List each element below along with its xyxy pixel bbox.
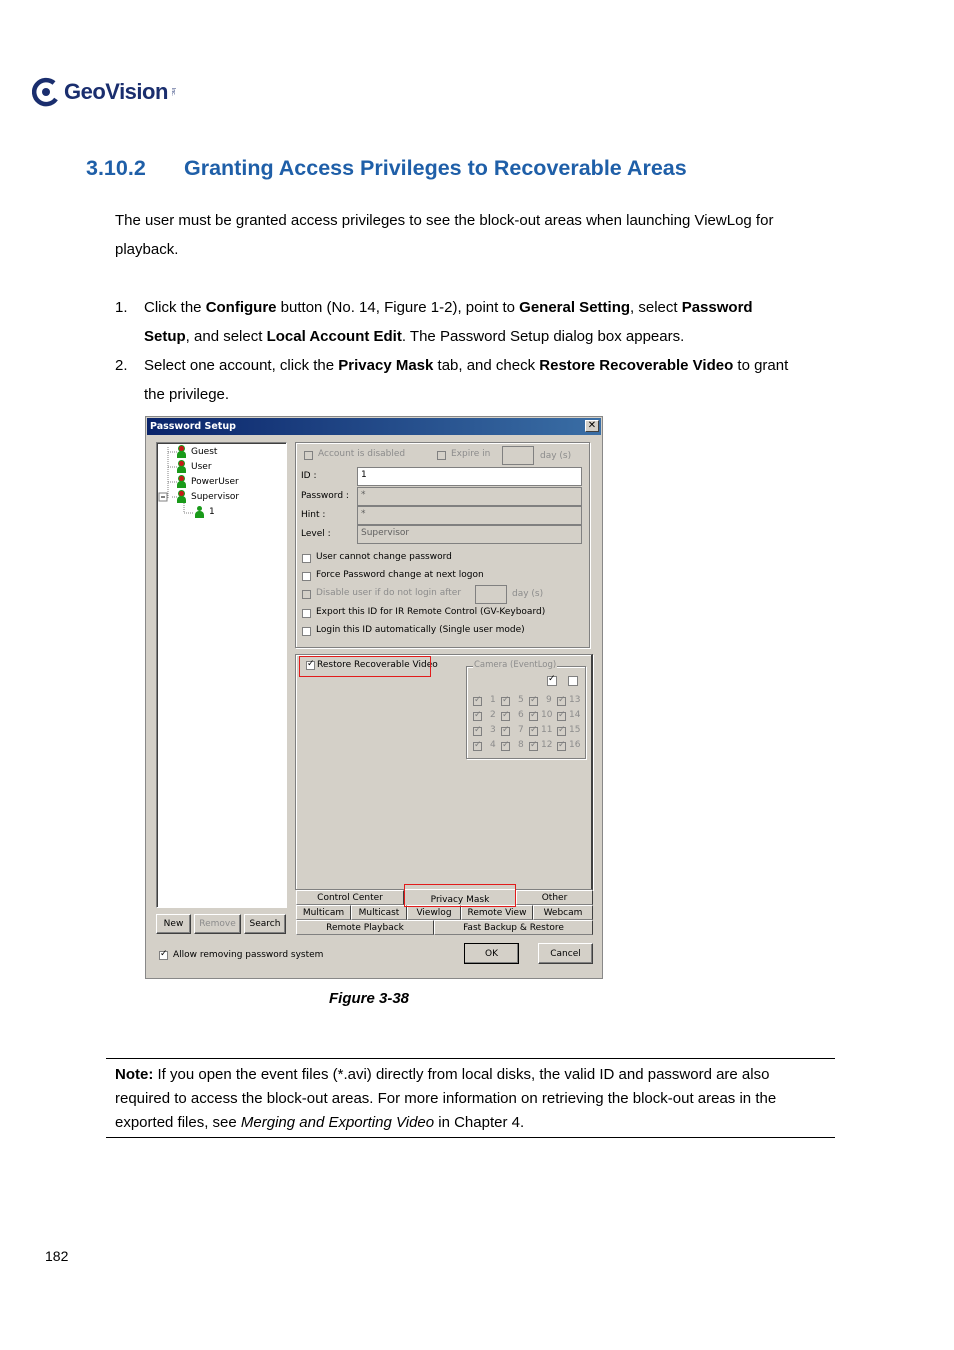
hint-input[interactable]: * (357, 506, 582, 525)
step-line (144, 351, 844, 380)
step-bold-text: General Setting (519, 299, 631, 316)
expire-days-unit: day (s) (540, 451, 572, 461)
camera-checkbox[interactable] (529, 712, 538, 721)
camera-label: 11 (541, 725, 553, 735)
step-plain-text: , select (630, 299, 682, 316)
step-plain-text: , and select (185, 328, 267, 345)
camera-label: 9 (546, 695, 552, 705)
step-plain-text: the privilege. (144, 386, 230, 403)
note-bottom-rule (106, 1137, 835, 1138)
camera-checkbox[interactable] (557, 742, 566, 751)
ok-button[interactable]: OK (464, 943, 519, 964)
camera-checkbox[interactable] (473, 742, 482, 751)
camera-checkbox[interactable] (473, 697, 482, 706)
tab-remote-view[interactable]: Remote View (461, 905, 533, 920)
tree-item-label: User (191, 462, 212, 472)
user-icon (176, 476, 187, 488)
account-settings-group (295, 442, 590, 648)
camera-label: 3 (490, 725, 496, 735)
option-label: Login this ID automatically (Single user mode) (316, 625, 525, 635)
tree-item-user[interactable] (176, 461, 212, 473)
password-setup-dialog (145, 416, 603, 979)
tab-fast-backup-restore[interactable]: Fast Backup & Restore (434, 920, 593, 935)
camera-checkbox[interactable] (501, 697, 510, 706)
tab-multicast[interactable]: Multicast (351, 905, 407, 920)
note-text-3: in Chapter 4. (434, 1114, 525, 1131)
step-plain-text: Select one account, click the (144, 357, 339, 374)
id-input[interactable]: 1 (357, 467, 582, 486)
step-number: 1. (115, 299, 128, 316)
camera-label: 8 (518, 740, 524, 750)
password-label: Password : (301, 491, 349, 501)
intro-line: The user must be granted access privileges to see the block-out areas when launching ViewLog for (115, 212, 774, 229)
expire-days-input[interactable] (502, 446, 534, 465)
note-top-rule (106, 1058, 835, 1059)
option-label: Force Password change at next logon (316, 570, 484, 580)
password-input[interactable]: * (357, 487, 582, 506)
allow-removing-checkbox[interactable] (159, 951, 168, 960)
option-checkbox[interactable] (302, 590, 311, 599)
user-icon (176, 491, 187, 503)
step-number: 2. (115, 357, 128, 374)
camera-group-label: Camera (EventLog) (474, 660, 557, 670)
user-icon (194, 506, 205, 518)
section-number: 3.10.2 (86, 156, 146, 180)
step-bold-text: Password (681, 299, 753, 316)
camera-checkbox[interactable] (501, 742, 510, 751)
tree-item-label: Supervisor (191, 492, 240, 502)
new-button[interactable]: New (156, 914, 191, 934)
camera-checkbox[interactable] (529, 697, 538, 706)
dialog-title-bar (147, 418, 601, 435)
intro-paragraph (115, 206, 773, 264)
geovision-logo (32, 72, 176, 112)
level-select[interactable]: Supervisor (357, 525, 582, 544)
figure-caption: Figure 3-38 (329, 990, 410, 1007)
privacy-mask-panel (295, 654, 593, 890)
intro-line: playback. (115, 241, 179, 258)
option-label: Export this ID for IR Remote Control (GV-Keyboard) (316, 607, 546, 617)
camera-checkbox[interactable] (501, 712, 510, 721)
highlight-restore-checkbox (299, 656, 431, 677)
step-plain-text: to grant (733, 357, 789, 374)
tab-other[interactable]: Other (516, 890, 593, 905)
tab-multicam[interactable]: Multicam (296, 905, 351, 920)
remove-button[interactable]: Remove (194, 914, 241, 934)
camera-checkbox[interactable] (557, 727, 566, 736)
dialog-title: Password Setup (150, 421, 236, 432)
tree-item-label: 1 (209, 507, 215, 517)
note-box (115, 1063, 827, 1135)
step-bold-text: Configure (205, 299, 277, 316)
step-plain-text: Click the (144, 299, 206, 316)
camera-label: 5 (518, 695, 524, 705)
page-number: 182 (45, 1248, 69, 1264)
highlight-privacy-mask-tab (404, 884, 516, 907)
account-tree[interactable] (156, 442, 287, 908)
logo-text: GeoVision (64, 79, 168, 104)
camera-checkbox[interactable] (529, 742, 538, 751)
cancel-button[interactable]: Cancel (538, 943, 593, 964)
camera-label: 15 (569, 725, 581, 735)
step-bold-text: Setup (144, 328, 186, 345)
camera-label: 6 (518, 710, 524, 720)
camera-checkbox[interactable] (501, 727, 510, 736)
geovision-swoosh-icon (32, 77, 60, 107)
tree-item-poweruser[interactable] (176, 476, 239, 488)
select-none-icon[interactable] (568, 676, 578, 686)
camera-label: 16 (569, 740, 581, 750)
tree-item-guest[interactable] (176, 446, 217, 458)
tree-item-label: PowerUser (191, 477, 239, 487)
camera-label: 10 (541, 710, 553, 720)
hint-label: Hint : (301, 510, 326, 520)
disable-days-unit: day (s) (512, 589, 544, 599)
step-bold-text: Privacy Mask (338, 357, 434, 374)
restore-recoverable-video-label: Restore Recoverable Video (317, 660, 438, 670)
tree-item-label: Guest (191, 447, 218, 457)
step-text (144, 293, 844, 351)
user-icon (176, 446, 187, 458)
camera-checkbox[interactable] (473, 727, 482, 736)
option-checkbox[interactable] (302, 554, 311, 563)
camera-label: 12 (541, 740, 553, 750)
step-plain-text: . The Password Setup dialog box appears. (401, 328, 685, 345)
step-plain-text: button (No. 14, Figure 1-2), point to (276, 299, 520, 316)
user-icon (176, 461, 187, 473)
close-icon[interactable]: ✕ (585, 420, 599, 432)
tab-webcam[interactable]: Webcam (533, 905, 593, 920)
step-bold-text: Restore Recoverable Video (539, 357, 734, 374)
option-checkbox[interactable] (302, 609, 311, 618)
allow-removing-label: Allow removing password system (173, 950, 324, 960)
search-button[interactable]: Search (244, 914, 286, 934)
level-label: Level : (301, 529, 331, 539)
tab-remote-playback[interactable]: Remote Playback (296, 920, 434, 935)
account-disabled-checkbox[interactable] (304, 451, 313, 460)
section-title: Granting Access Privileges to Recoverable Areas (184, 156, 687, 180)
camera-label: 1 (490, 695, 496, 705)
option-checkbox[interactable] (302, 627, 311, 636)
disable-days-input[interactable] (475, 585, 507, 604)
camera-checkbox[interactable] (557, 697, 566, 706)
expire-in-label: Expire in (451, 449, 491, 459)
step-text (144, 351, 844, 409)
step-plain-text: tab, and check (433, 357, 540, 374)
camera-checkbox[interactable] (473, 712, 482, 721)
camera-label: 4 (490, 740, 496, 750)
account-disabled-label: Account is disabled (318, 449, 406, 459)
select-all-icon[interactable] (547, 676, 557, 686)
id-label: ID : (301, 471, 317, 481)
step-line (144, 293, 844, 322)
camera-label: 2 (490, 710, 496, 720)
tab-viewlog[interactable]: Viewlog (407, 905, 461, 920)
note-text-italic: Merging and Exporting Video (240, 1114, 435, 1131)
camera-label: 7 (518, 725, 524, 735)
note-label: Note: (115, 1066, 154, 1083)
camera-label: 14 (569, 710, 581, 720)
expire-in-checkbox[interactable] (437, 451, 446, 460)
tab-privacy-mask[interactable]: Privacy Mask (404, 889, 516, 906)
note-text-1: If you open the event files (*.avi) directly from local disks, the valid ID and password are also required to access the block-out areas. For more information on retrieving the block-out areas in the exported files, see (115, 1066, 777, 1131)
tree-item-1[interactable] (194, 506, 215, 518)
step-bold-text: Local Account Edit (266, 328, 402, 345)
option-checkbox[interactable] (302, 572, 311, 581)
camera-checkbox[interactable] (557, 712, 566, 721)
section-heading (86, 156, 687, 181)
camera-checkbox[interactable] (529, 727, 538, 736)
camera-label: 13 (569, 695, 581, 705)
option-label: User cannot change password (316, 552, 452, 562)
tree-item-supervisor[interactable] (176, 491, 239, 503)
logo-sub: Inc. (169, 87, 176, 97)
tab-control-center[interactable]: Control Center (296, 890, 404, 905)
step-line (144, 380, 844, 409)
step-line (144, 322, 844, 351)
option-label: Disable user if do not login after (316, 588, 462, 598)
camera-eventlog-group (466, 660, 586, 759)
